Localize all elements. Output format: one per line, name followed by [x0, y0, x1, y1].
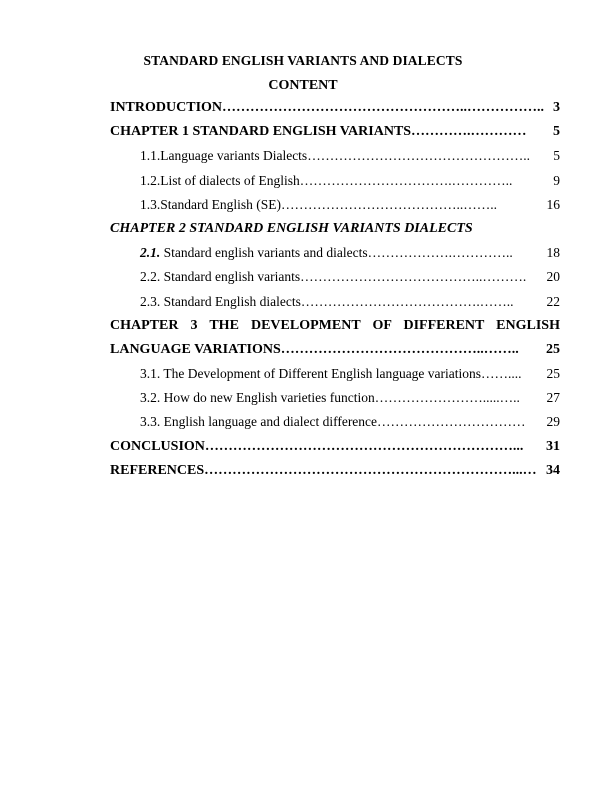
- toc-page-number: 5: [553, 124, 560, 140]
- toc-entry-text: INTRODUCTION……………………………………………..……………..: [110, 100, 545, 115]
- toc-page-number: 18: [546, 245, 560, 261]
- toc-page-number: 29: [546, 414, 560, 430]
- toc-entry-conclusion[interactable]: [110, 435, 560, 459]
- toc-entry-2-2[interactable]: [110, 265, 560, 289]
- toc-page-number: 3: [553, 100, 560, 115]
- toc-entry-3-2[interactable]: [110, 386, 560, 410]
- toc-page-number: 31: [546, 438, 560, 454]
- toc-entry-text: Standard english variants and dialects……………….…………..: [160, 245, 513, 261]
- toc-entry-chapter-1[interactable]: [110, 120, 560, 144]
- table-of-contents: [110, 96, 560, 483]
- toc-entry-text: 1.3.Standard English (SE)…………………………………..……..: [140, 196, 497, 212]
- toc-entry-chapter-3[interactable]: [110, 314, 560, 338]
- toc-page-number: 25: [546, 366, 560, 382]
- toc-page-number: 25: [546, 341, 560, 357]
- toc-entry-2-1[interactable]: [110, 241, 560, 265]
- toc-section-number: 2.1.: [140, 245, 161, 261]
- toc-entry-text: 2.2. Standard english variants…………………………………..……….: [140, 269, 527, 285]
- toc-entry-text: 1.2.List of dialects of English…………………………….…………..: [140, 172, 513, 188]
- toc-entry-chapter-2[interactable]: [110, 217, 560, 241]
- toc-entry-text: LANGUAGE VARIATIONS……………………………………..……..: [110, 341, 519, 357]
- toc-entry-introduction[interactable]: [110, 96, 560, 120]
- toc-entry-1-3[interactable]: [110, 193, 560, 217]
- toc-entry-text: CHAPTER 1 STANDARD ENGLISH VARIANTS………….…………: [110, 124, 527, 140]
- toc-entry-chapter-3-continued[interactable]: [110, 338, 560, 362]
- toc-entry-text: 3.3. English language and dialect difference……………………………: [140, 414, 526, 430]
- toc-page-number: 27: [546, 390, 560, 406]
- toc-entry-text: 1.1.Language variants Dialects…………………………………………..: [140, 148, 530, 164]
- toc-page-number: 34: [546, 462, 560, 478]
- toc-entry-3-1[interactable]: [110, 362, 560, 386]
- toc-entry-1-1[interactable]: [110, 144, 560, 168]
- toc-entry-text: 3.2. How do new English varieties function…………………….....…..: [140, 390, 520, 406]
- toc-page-number: 5: [553, 148, 560, 164]
- toc-page-number: 20: [546, 269, 560, 285]
- toc-entry-text: CHAPTER 2 STANDARD ENGLISH VARIANTS DIALECTS: [110, 220, 473, 236]
- toc-page-number: 22: [546, 293, 560, 309]
- toc-entry-text: CONCLUSION…………………………………………………………...: [110, 438, 524, 454]
- toc-entry-3-3[interactable]: [110, 410, 560, 434]
- toc-entry-2-3[interactable]: [110, 290, 560, 314]
- toc-entry-text: 2.3. Standard English dialects………………………………….……..: [140, 293, 514, 309]
- content-heading: CONTENT: [268, 78, 338, 93]
- toc-entry-1-2[interactable]: [110, 169, 560, 193]
- toc-entry-references[interactable]: [110, 459, 560, 483]
- toc-page-number: 16: [546, 196, 560, 212]
- document-title: STANDARD ENGLISH VARIANTS AND DIALECTS: [143, 53, 463, 68]
- toc-entry-text: CHAPTER 3 THE DEVELOPMENT OF DIFFERENT ENGLISH: [110, 317, 560, 333]
- toc-entry-text: 3.1. The Development of Different English language variations……....: [140, 366, 522, 382]
- toc-page-number: 9: [553, 172, 560, 188]
- toc-entry-text: REFERENCES…………………………………………………………...…: [110, 462, 537, 478]
